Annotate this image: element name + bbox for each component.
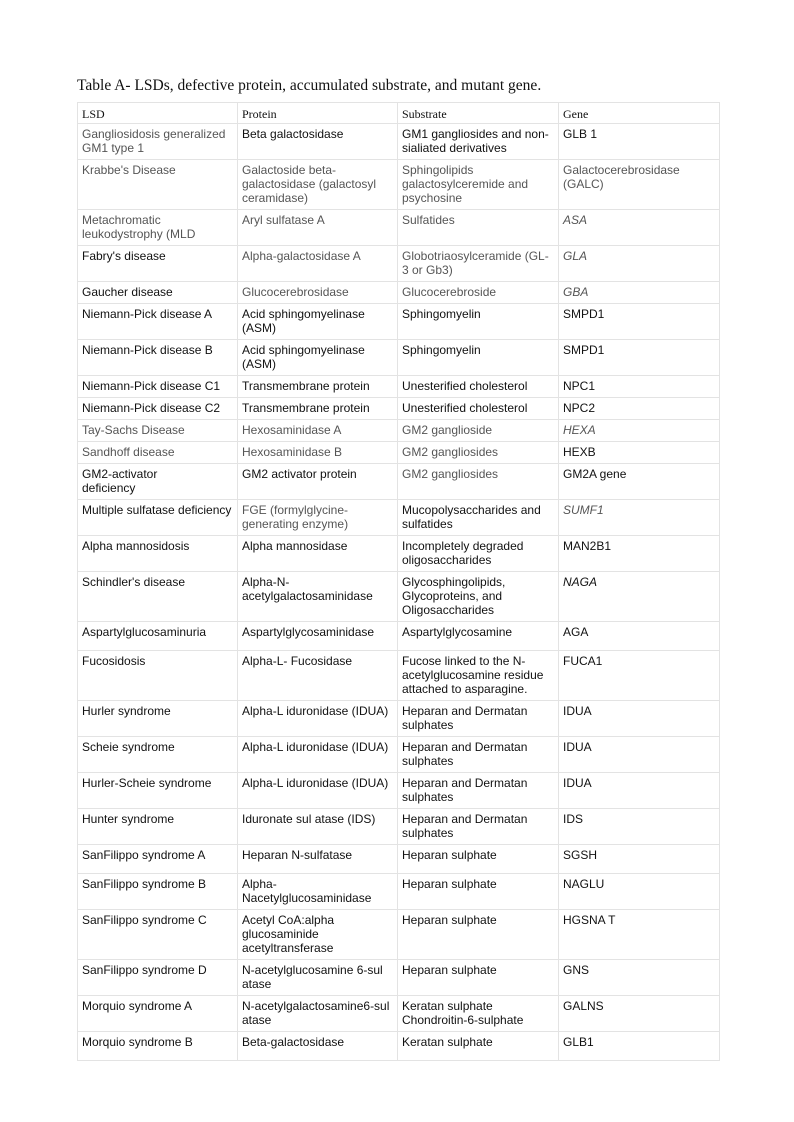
cell-substrate: GM2 ganglioside [398,420,559,442]
cell-gene: GNS [559,960,720,996]
cell-lsd: Niemann-Pick disease C2 [78,398,238,420]
cell-lsd: SanFilippo syndrome D [78,960,238,996]
cell-protein: Iduronate sul atase (IDS) [238,809,398,845]
cell-gene: MAN2B1 [559,536,720,572]
cell-gene: SMPD1 [559,304,720,340]
cell-lsd: Hunter syndrome [78,809,238,845]
cell-substrate: Fucose linked to the N-acetylglucosamine residue attached to asparagine. [398,651,559,701]
header-lsd: LSD [78,103,238,124]
cell-protein: Acid sphingomyelinase (ASM) [238,304,398,340]
cell-substrate: GM2 gangliosides [398,464,559,500]
table-row [78,246,720,282]
cell-substrate: Heparan sulphate [398,910,559,960]
table-row [78,572,720,622]
cell-gene: GM2A gene [559,464,720,500]
cell-lsd: Tay-Sachs Disease [78,420,238,442]
table-row [78,809,720,845]
cell-gene: HGSNA T [559,910,720,960]
cell-protein: Hexosaminidase A [238,420,398,442]
cell-substrate: Glycosphingolipids, Glycoproteins, and Oligosaccharides [398,572,559,622]
cell-protein: Beta galactosidase [238,124,398,160]
cell-gene: FUCA1 [559,651,720,701]
cell-gene: GALNS [559,996,720,1032]
cell-substrate: GM1 gangliosides and non-sialiated derivatives [398,124,559,160]
cell-gene: SMPD1 [559,340,720,376]
cell-protein: Acid sphingomyelinase (ASM) [238,340,398,376]
table-header-row [78,103,720,124]
cell-gene: SGSH [559,845,720,874]
cell-protein: Hexosaminidase B [238,442,398,464]
cell-substrate [398,996,559,1032]
cell-substrate: Heparan and Dermatan sulphates [398,773,559,809]
cell-lsd: SanFilippo syndrome C [78,910,238,960]
cell-lsd: Morquio syndrome B [78,1032,238,1061]
cell-protein: Alpha-galactosidase A [238,246,398,282]
cell-protein: Glucocerebrosidase [238,282,398,304]
cell-lsd: Aspartylglucosaminuria [78,622,238,651]
cell-protein: Galactoside beta-galactosidase (galactosyl ceramidase) [238,160,398,210]
cell-lsd: Multiple sulfatase deficiency [78,500,238,536]
table-row [78,340,720,376]
cell-gene: AGA [559,622,720,651]
cell-gene: SUMF1 [559,500,720,536]
cell-gene: IDUA [559,701,720,737]
table-row [78,960,720,996]
table-row [78,376,720,398]
header-substrate: Substrate [398,103,559,124]
table-row [78,464,720,500]
cell-substrate: Unesterified cholesterol [398,376,559,398]
cell-lsd: Schindler's disease [78,572,238,622]
cell-lsd: Metachromatic leukodystrophy (MLD [78,210,238,246]
table-row [78,845,720,874]
table-row [78,442,720,464]
cell-protein: Alpha mannosidase [238,536,398,572]
table-title: Table A- LSDs, defective protein, accumulated substrate, and mutant gene. [77,77,542,94]
cell-gene: ASA [559,210,720,246]
cell-substrate: Heparan and Dermatan sulphates [398,701,559,737]
cell-gene: IDUA [559,737,720,773]
cell-substrate: GM2 gangliosides [398,442,559,464]
lsd-table [77,102,720,1061]
table-row [78,1032,720,1061]
cell-lsd: Krabbe's Disease [78,160,238,210]
cell-substrate: Aspartylglycosamine [398,622,559,651]
document-page [77,76,719,1061]
table-row [78,124,720,160]
cell-substrate: Heparan sulphate [398,845,559,874]
header-gene: Gene [559,103,720,124]
cell-protein: Alpha-Nacetylglucosaminidase [238,874,398,910]
cell-gene: IDUA [559,773,720,809]
cell-lsd: Niemann-Pick disease C1 [78,376,238,398]
cell-lsd: Niemann-Pick disease A [78,304,238,340]
cell-protein: Alpha-L iduronidase (IDUA) [238,773,398,809]
cell-protein: FGE (formylglycine-generating enzyme) [238,500,398,536]
cell-lsd: Fabry's disease [78,246,238,282]
cell-substrate: Heparan and Dermatan sulphates [398,737,559,773]
cell-lsd: Alpha mannosidosis [78,536,238,572]
cell-substrate: Sphingomyelin [398,340,559,376]
cell-substrate: Heparan sulphate [398,874,559,910]
table-row [78,420,720,442]
cell-protein: Aryl sulfatase A [238,210,398,246]
cell-protein: Aspartylglycosaminidase [238,622,398,651]
cell-lsd: Niemann-Pick disease B [78,340,238,376]
cell-gene: GLB 1 [559,124,720,160]
cell-substrate: Sphingolipids galactosylceremide and psychosine [398,160,559,210]
cell-protein: GM2 activator protein [238,464,398,500]
table-row [78,910,720,960]
cell-lsd: Gangliosidosis generalized GM1 type 1 [78,124,238,160]
table-row [78,398,720,420]
cell-protein: Alpha-L- Fucosidase [238,651,398,701]
table-row [78,160,720,210]
cell-lsd [78,464,238,500]
cell-lsd: Hurler-Scheie syndrome [78,773,238,809]
cell-gene: Galactocerebrosidase (GALC) [559,160,720,210]
cell-lsd: Hurler syndrome [78,701,238,737]
cell-substrate: Globotriaosylceramide (GL-3 or Gb3) [398,246,559,282]
cell-gene: IDS [559,809,720,845]
table-row [78,651,720,701]
cell-gene: NPC1 [559,376,720,398]
table-row [78,282,720,304]
cell-lsd: SanFilippo syndrome A [78,845,238,874]
table-row [78,874,720,910]
cell-protein: N-acetylglucosamine 6-sul atase [238,960,398,996]
cell-lsd: Scheie syndrome [78,737,238,773]
cell-substrate: Sulfatides [398,210,559,246]
cell-substrate: Sphingomyelin [398,304,559,340]
cell-gene: NAGLU [559,874,720,910]
cell-gene: NPC2 [559,398,720,420]
header-protein: Protein [238,103,398,124]
cell-lsd: Fucosidosis [78,651,238,701]
table-row [78,737,720,773]
table-row [78,622,720,651]
cell-substrate: Keratan sulphate [398,1032,559,1061]
cell-protein: Acetyl CoA:alpha glucosaminide acetyltransferase [238,910,398,960]
cell-gene: HEXB [559,442,720,464]
cell-substrate: Unesterified cholesterol [398,398,559,420]
cell-substrate: Mucopolysaccharides and sulfatides [398,500,559,536]
table-row [78,500,720,536]
cell-protein: N-acetylgalactosamine6-sul atase [238,996,398,1032]
cell-substrate: Incompletely degraded oligosaccharides [398,536,559,572]
cell-gene: GBA [559,282,720,304]
table-row [78,701,720,737]
cell-protein: Transmembrane protein [238,376,398,398]
table-row [78,304,720,340]
cell-substrate: Heparan and Dermatan sulphates [398,809,559,845]
table-row [78,996,720,1032]
cell-lsd-text: GM2-activator deficiency [82,467,158,495]
cell-substrate: Heparan sulphate [398,960,559,996]
cell-gene: GLA [559,246,720,282]
cell-substrate: Glucocerebroside [398,282,559,304]
cell-protein: Heparan N-sulfatase [238,845,398,874]
cell-gene: NAGA [559,572,720,622]
table-row [78,536,720,572]
table-row [78,210,720,246]
cell-protein: Alpha-L iduronidase (IDUA) [238,701,398,737]
cell-protein: Transmembrane protein [238,398,398,420]
cell-lsd: Morquio syndrome A [78,996,238,1032]
table-row [78,773,720,809]
cell-protein: Alpha-N-acetylgalactosaminidase [238,572,398,622]
cell-protein: Beta-galactosidase [238,1032,398,1061]
cell-gene: HEXA [559,420,720,442]
cell-lsd: Sandhoff disease [78,442,238,464]
cell-lsd: SanFilippo syndrome B [78,874,238,910]
cell-gene: GLB1 [559,1032,720,1061]
cell-substrate-text: Keratan sulphate Chondroitin-6-sulphate [402,999,524,1027]
cell-protein: Alpha-L iduronidase (IDUA) [238,737,398,773]
cell-lsd: Gaucher disease [78,282,238,304]
